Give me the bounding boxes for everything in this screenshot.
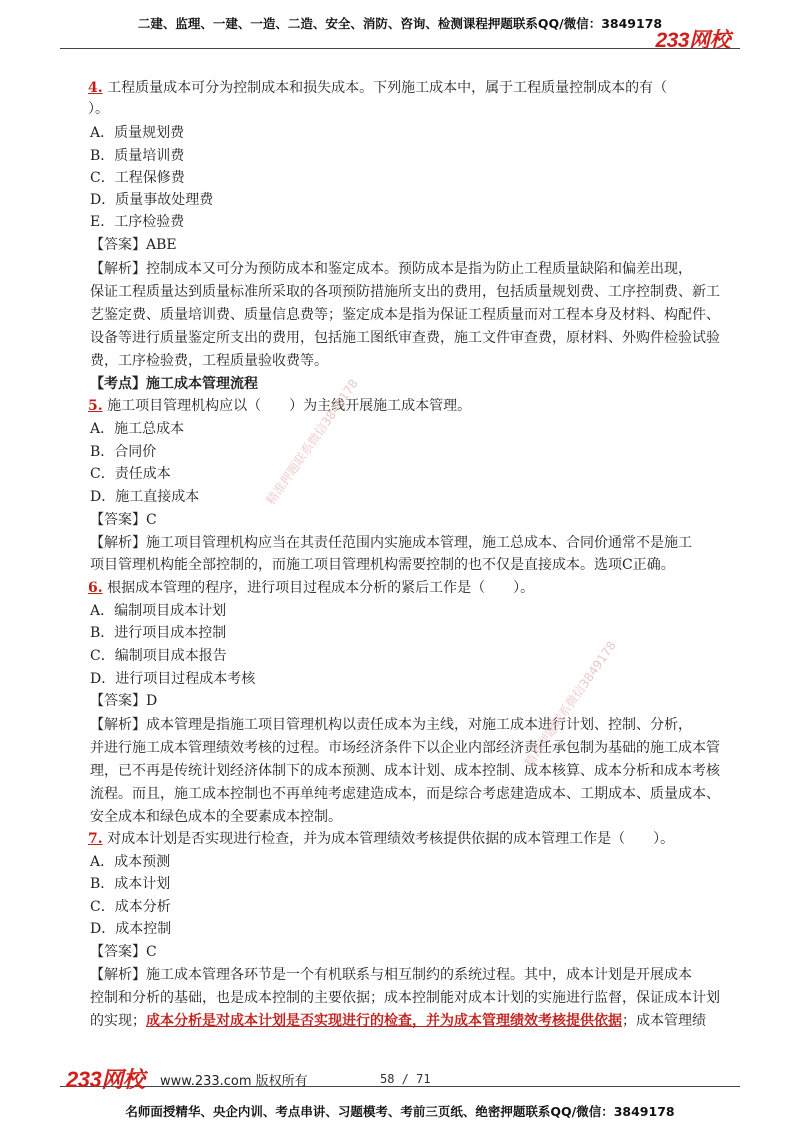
analysis-line: 理，已不再是传统计划经济体制下的成本预测、成本计划、成本控制、成本核算、成本分析和成本考核 [90, 763, 720, 779]
option-b: B．质量培训费 [90, 148, 185, 164]
option-c: C．工程保修费 [90, 170, 185, 186]
question-6-stem: 6. 根据成本管理的程序，进行项目过程成本分析的紧后工作是（ ）。 [88, 580, 535, 596]
question-5-stem: 5. 施工项目管理机构应以（ ）为主线开展施工成本管理。 [88, 398, 472, 414]
answer: 【答案】C [90, 512, 157, 528]
footer-logo: 233网校 [66, 1067, 145, 1092]
option-c: C．编制项目成本报告 [90, 648, 227, 664]
question-number: 4. [88, 80, 103, 96]
analysis-line: 并进行施工成本管理绩效考核的过程。市场经济条件下以企业内部经济责任承包制为基础的施工成本管 [90, 740, 720, 756]
header-contact-text: 二建、监理、一建、一造、二造、安全、消防、咨询、检测课程押题联系QQ/微信：3849178 [137, 16, 663, 31]
brand-logo: 233网校 [655, 29, 730, 52]
option-c: C．责任成本 [90, 466, 171, 482]
footer-site: www.233.com 版权所有 [160, 1074, 308, 1089]
highlighted-answer-text: 成本分析是对成本计划是否实现进行的检查，并为成本管理绩效考核提供依据 [146, 1013, 622, 1029]
option-e: E．工序检验费 [90, 214, 185, 230]
option-d: D．施工直接成本 [90, 489, 200, 505]
analysis-line: 【解析】施工项目管理机构应当在其责任范围内实施成本管理，施工总成本、合同价通常不是施工 [90, 535, 692, 551]
question-number: 5. [88, 398, 103, 414]
question-4-stem: 4. 工程质量成本可分为控制成本和损失成本。下列施工成本中，属于工程质量控制成本的有（ [88, 80, 668, 96]
analysis-line: 流程。而且，施工成本控制也不再单纯考虑建造成本，而是综合考虑建造成本、工期成本、质量成本、 [90, 786, 720, 802]
option-a: A．质量规划费 [90, 125, 185, 141]
option-a: A．编制项目成本计划 [90, 603, 227, 619]
question-4-stem-cont: ）。 [88, 101, 109, 117]
analysis-line: 【解析】成本管理是指施工项目管理机构以责任成本为主线，对施工成本进行计划、控制、分析， [90, 717, 692, 733]
analysis-line: 的实现；成本分析是对成本计划是否实现进行的检查，并为成本管理绩效考核提供依据；成本管理绩 [90, 1013, 706, 1029]
question-number: 7. [88, 831, 103, 847]
answer: 【答案】C [90, 944, 157, 960]
option-b: B．进行项目成本控制 [90, 625, 227, 641]
answer: 【答案】D [90, 693, 158, 709]
analysis-line: 艺鉴定费、质量培训费、质量信息费等；鉴定成本是指为保证工程质量而对工程本身及材料、构配件、 [90, 307, 720, 323]
option-b: B．合同价 [90, 444, 157, 460]
analysis-line: 费，工序检验费，工程质量验收费等。 [90, 353, 328, 369]
analysis-line: 控制和分析的基础，也是成本控制的主要依据；成本控制能对成本计划的实施进行监督，保证成本计划 [90, 990, 720, 1006]
page-number: 58 / 71 [380, 1072, 431, 1086]
watermark: 精准押题联系微信3849178 [521, 638, 619, 770]
footer-contact-text: 名师面授精华、央企内训、考点串讲、习题模考、考前三页纸、绝密押题联系QQ/微信：3849178 [125, 1104, 675, 1119]
analysis-line: 【解析】控制成本又可分为预防成本和鉴定成本。预防成本是指为防止工程质量缺陷和偏差出现， [90, 261, 692, 277]
watermark: 精准押题联系微信3849178 [263, 376, 361, 508]
analysis-line: 设备等进行质量鉴定所支出的费用，包括施工图纸审查费，施工文件审查费，原材料、外购件检验试验 [90, 330, 720, 346]
option-d: D．成本控制 [90, 921, 172, 937]
option-b: B．成本计划 [90, 876, 171, 892]
question-7-stem: 7. 对成本计划是否实现进行检查，并为成本管理绩效考核提供依据的成本管理工作是（ ）。 [88, 831, 675, 847]
answer: 【答案】ABE [90, 237, 177, 253]
option-c: C．成本分析 [90, 899, 171, 915]
exam-point: 【考点】施工成本管理流程 [90, 376, 258, 392]
analysis-line: 保证工程质量达到质量标准所采取的各项预防措施所支出的费用，包括质量规划费、工序控制费、新工 [90, 284, 720, 300]
analysis-line: 【解析】施工成本管理各环节是一个有机联系与相互制约的系统过程。其中，成本计划是开展成本 [90, 967, 692, 983]
option-d: D．进行项目过程成本考核 [90, 671, 256, 687]
analysis-line: 安全成本和绿色成本的全要素成本控制。 [90, 809, 342, 825]
question-number: 6. [88, 580, 103, 596]
option-d: D．质量事故处理费 [90, 192, 214, 208]
option-a: A．成本预测 [90, 854, 171, 870]
option-a: A．施工总成本 [90, 421, 185, 437]
analysis-line: 项目管理机构能全部控制的，而施工项目管理机构需要控制的也不仅是直接成本。选项C正确。 [90, 557, 675, 573]
